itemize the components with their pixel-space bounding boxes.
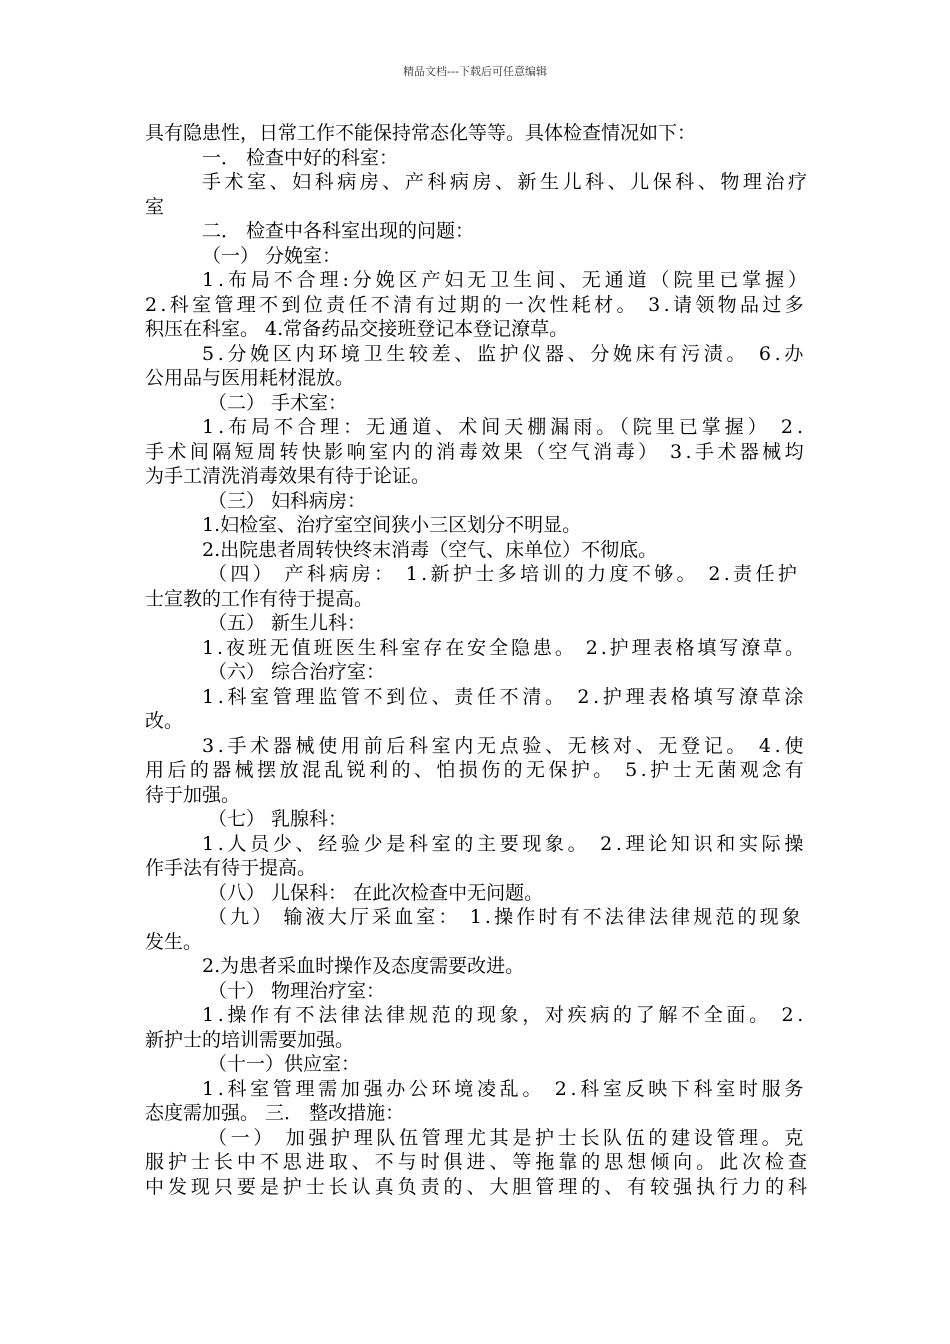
text-line [145, 783, 807, 808]
text-line-content: 态度需加强。 三． 整改措施： [145, 1102, 405, 1124]
text-line-content: 1.布局不合理：无通道、术间天棚漏雨。（院里已掌握） 2. [202, 416, 807, 438]
page-header: 精品文档---下载后可任意编辑 [403, 65, 547, 78]
text-line [145, 293, 807, 318]
text-line-content: 1.科室管理需加强办公环境凌乱。 2.科室反映下科室时服务 [202, 1077, 807, 1100]
text-line-content: （五） 新生儿科： [208, 612, 367, 634]
text-line [145, 366, 807, 391]
text-line [145, 709, 807, 734]
text-line [145, 342, 807, 367]
text-line [145, 685, 807, 710]
text-line [145, 513, 807, 538]
text-line [145, 121, 807, 146]
text-line [145, 734, 807, 759]
text-line [145, 905, 807, 930]
text-line [145, 440, 807, 465]
text-line [145, 930, 807, 955]
text-line-content: 1.科室管理监管不到位、责任不清。 2.护理表格填写潦草涂 [202, 685, 807, 708]
text-line [145, 881, 807, 906]
text-line-content: （四） 产科病房： 1.新护士多培训的力度不够。 2.责任护 [208, 563, 801, 585]
text-line-content: 3.手术器械使用前后科室内无点验、无核对、无登记。 4.使 [202, 734, 807, 757]
text-line-content: 1.人员少、经验少是科室的主要现象。 2.理论知识和实际操 [202, 832, 807, 855]
text-line [145, 856, 807, 881]
text-line-content: 服护士长中不思进取、不与时俱进、等拖靠的思想倾向。此次检查 [145, 1151, 811, 1173]
text-line-content: （二） 手术室： [208, 391, 348, 414]
text-line [145, 562, 807, 587]
text-line-content: 为手工清洗消毒效果有待于论证。 [145, 465, 431, 487]
text-line [145, 1052, 807, 1077]
text-line-content: （一） 加强护理队伍管理尤其是护士长队伍的建设管理。克 [208, 1126, 807, 1149]
text-line [145, 1028, 807, 1053]
text-line-content: 5.分娩区内环境卫生较差、监护仪器、分娩床有污渍。 6.办 [202, 342, 807, 365]
text-line [145, 219, 807, 244]
text-line-content: 待于加强。 [145, 783, 241, 806]
text-line-content: 新护士的培训需要加强。 [145, 1028, 355, 1051]
document-body [145, 121, 811, 1199]
text-line-content: 二． 检查中各科室出现的问题： [202, 220, 475, 242]
text-line-content: 2.出院患者周转快终末消毒（空气、床单位）不彻底。 [202, 538, 658, 561]
text-line [145, 1126, 807, 1151]
text-line [145, 1003, 807, 1028]
text-line [145, 979, 807, 1004]
text-line-content: 积压在科室。 4.常备药品交接班登记本登记潦草。 [145, 318, 569, 340]
text-line-content: 1.妇检室、治疗室空间狭小三区划分不明显。 [202, 514, 582, 536]
text-line [145, 611, 807, 636]
text-line [145, 244, 807, 269]
text-line-content: 手术间隔短周转快影响室内的消毒效果（空气消毒） 3.手术器械均 [145, 440, 807, 463]
text-line-content: （十） 物理治疗室： [208, 979, 386, 1002]
text-line-content: 2.为患者采血时操作及态度需要改进。 [202, 955, 525, 977]
text-line [145, 807, 807, 832]
text-line [145, 195, 807, 220]
text-line-content: 作手法有待于提高。 [145, 857, 317, 879]
text-line-content: 1.夜班无值班医生科室存在安全隐患。 2.护理表格填写潦草。 [202, 636, 807, 659]
text-line [145, 489, 807, 514]
text-line-content: （一） 分娩室： [202, 244, 342, 267]
text-line [145, 415, 807, 440]
text-line-content: 发生。 [145, 930, 203, 953]
text-line [145, 538, 807, 563]
text-line [145, 758, 807, 783]
text-line-content: 具有隐患性，日常工作不能保持常态化等等。具体检查情况如下： [145, 122, 697, 144]
text-line [145, 1101, 807, 1126]
text-line-content: （八） 儿保科： 在此次检查中无问题。 [208, 881, 544, 904]
text-line [145, 464, 807, 489]
text-line [145, 1150, 811, 1175]
text-line [145, 636, 807, 661]
text-line [145, 146, 807, 171]
text-line [145, 391, 807, 416]
text-line [145, 317, 807, 342]
text-line-content: （六） 综合治疗室： [208, 661, 386, 683]
text-line [145, 587, 807, 612]
text-line-content: 1.操作有不法律法律规范的现象，对疾病的了解不全面。 2. [202, 1004, 807, 1026]
text-line [145, 660, 807, 685]
text-line-content: （七） 乳腺科： [208, 808, 348, 830]
text-line [145, 1175, 811, 1200]
text-line-content: 1.布局不合理:分娩区产妇无卫生间、无通道（院里已掌握） [202, 269, 811, 291]
text-line-content: 公用品与医用耗材混放。 [145, 367, 355, 389]
text-line-content: （三） 妇科病房： [208, 489, 367, 512]
text-line [145, 954, 807, 979]
text-line [145, 832, 807, 857]
text-line-content: 2.科室管理不到位责任不清有过期的一次性耗材。 3.请领物品过多 [145, 293, 807, 316]
text-line [145, 1077, 807, 1102]
text-line [145, 170, 811, 195]
text-line-content: 手术室、妇科病房、产科病房、新生儿科、儿保科、物理治疗 [202, 171, 811, 193]
text-line-content: 用后的器械摆放混乱锐利的、怕损伤的无保护。 5.护士无菌观念有 [145, 759, 807, 781]
text-line-content: （十一）供应室： [208, 1053, 361, 1075]
text-line-content: 中发现只要是护士长认真负责的、大胆管理的、有较强执行力的科 [145, 1175, 811, 1198]
text-line-content: 士宣教的工作有待于提高。 [145, 587, 374, 610]
text-line-content: 改。 [145, 710, 184, 732]
text-line-content: 一． 检查中好的科室： [202, 146, 399, 169]
text-line [145, 268, 811, 293]
text-line-content: 室 [145, 195, 165, 218]
text-line-content: （九） 输液大厅采血室： 1.操作时有不法律法律规范的现象 [208, 906, 804, 928]
